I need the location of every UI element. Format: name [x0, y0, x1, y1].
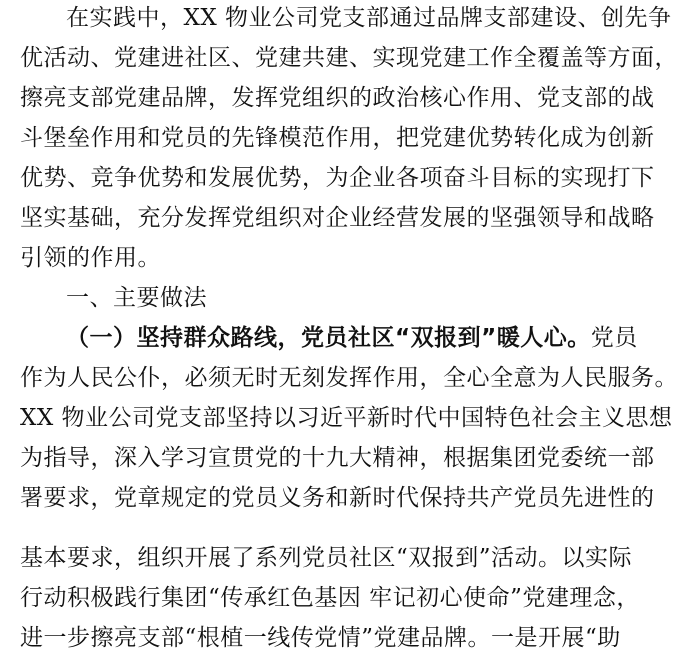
paragraph-2-lead-rest: 党员	[590, 325, 638, 351]
paragraph-2-line-4: 为指导，深入学习宣贯党的十九大精神，根据集团党委统一部	[20, 445, 655, 471]
paragraph-2-line-5: 署要求，党章规定的党员义务和新时代保持共产党员先进性的	[20, 485, 655, 511]
paragraph-3-line-1: 基本要求，组织开展了系列党员社区“双报到”活动。以实际	[20, 545, 633, 571]
paragraph-1-line-6: 坚实基础，充分发挥党组织对企业经营发展的坚强领导和战略	[20, 205, 655, 231]
paragraph-2-line-2: 作为人民公仆，必须无时无刻发挥作用，全心全意为人民服务。	[20, 365, 678, 391]
section-heading: 一、主要做法	[66, 285, 207, 311]
paragraph-3-line-3: 进一步擦亮支部“根植一线传党情”党建品牌。一是开展“助	[20, 625, 621, 651]
paragraph-1-line-4: 斗堡垒作用和党员的先锋模范作用，把党建优势转化成为创新	[20, 125, 655, 151]
paragraph-2-line-3: XX 物业公司党支部坚持以习近平新时代中国特色社会主义思想	[20, 405, 673, 431]
subheading-bold: （一）坚持群众路线，党员社区“双报到”暖人心。	[66, 325, 591, 351]
paragraph-1-line-3: 擦亮支部党建品牌，发挥党组织的政治核心作用、党支部的战	[20, 85, 655, 111]
paragraph-1-line-5: 优势、竞争优势和发展优势，为企业各项奋斗目标的实现打下	[20, 165, 655, 191]
paragraph-1-line-1: 在实践中，XX 物业公司党支部通过品牌支部建设、创先争	[66, 5, 672, 31]
paragraph-1-line-7: 引领的作用。	[20, 245, 161, 271]
paragraph-3-line-2: 行动积极践行集团“传承红色基因 牢记初心使命”党建理念，	[20, 585, 640, 611]
paragraph-1-line-2: 优活动、党建进社区、党建共建、实现党建工作全覆盖等方面，	[20, 45, 678, 71]
paragraph-2-line-1	[66, 318, 638, 358]
